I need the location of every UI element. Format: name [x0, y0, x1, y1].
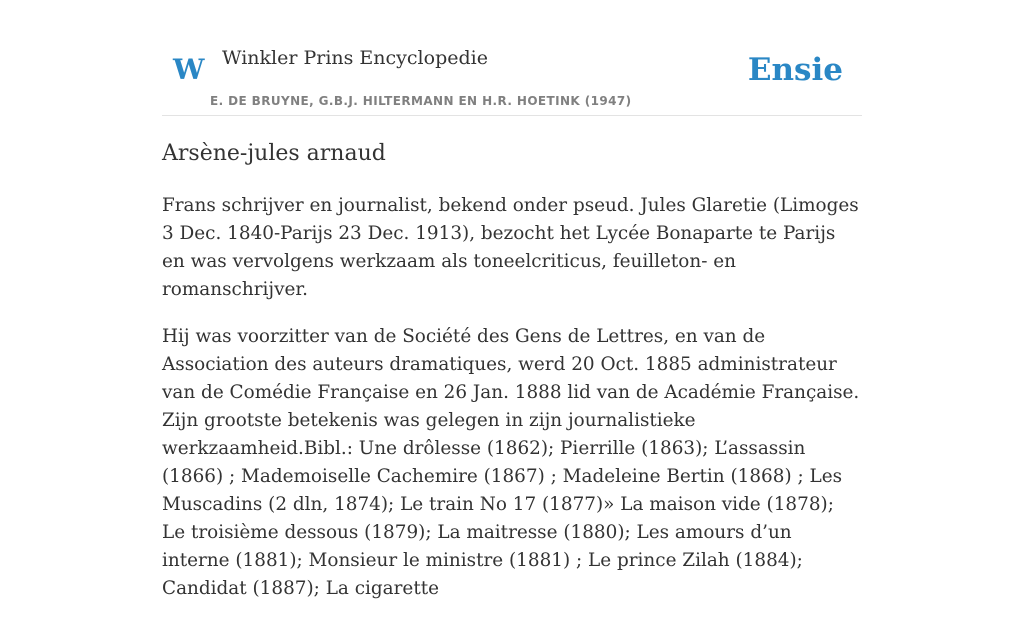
- book-title[interactable]: Winkler Prins Encyclopedie: [222, 47, 488, 69]
- encyclopedia-logo[interactable]: W: [173, 53, 205, 86]
- article-paragraph: Frans schrijver en journalist, bekend onder pseud. Jules Glaretie (Limoges 3 Dec. 1840-Parijs 23 Dec. 1913), bezocht het Lycée Bonaparte te Parijs en was vervolgens werkzaam als toneelcriticus, feuilleton- en romanschrijver.: [162, 195, 859, 300]
- article-paragraph: Hij was voorzitter van de Société des Gens de Lettres, en van de Association des auteurs dramatiques, werd 20 Oct. 1885 administrateur van de Comédie Française en 26 Jan. 1888 lid van de Académie Française. Zijn grootste betekenis was gelegen in zijn journalistieke werkzaamheid.Bibl.: Une drôlesse (1862); Pierrille (1863); L’assassin (1866) ; Mademoiselle Cachemire (1867) ; Madeleine Bertin (1868) ; Les Muscadins (2 dln, 1874); Le train No 17 (1877)» La maison vide (1878); Le troisième dessous (1879); La maitresse (1880); Les amours d’un interne (1881); Monsieur le ministre (1881) ; Le prince Zilah (1884); Candidat (1887); La cigarette: [162, 326, 860, 599]
- ensie-logo-link[interactable]: Ensie: [747, 52, 843, 88]
- article-title: Arsène-jules arnaud: [162, 141, 386, 166]
- book-authors: E. DE BRUYNE, G.B.J. HILTERMANN EN H.R. HOETINK (1947): [210, 94, 632, 108]
- page-header: [162, 0, 862, 116]
- article-body: [162, 192, 862, 622]
